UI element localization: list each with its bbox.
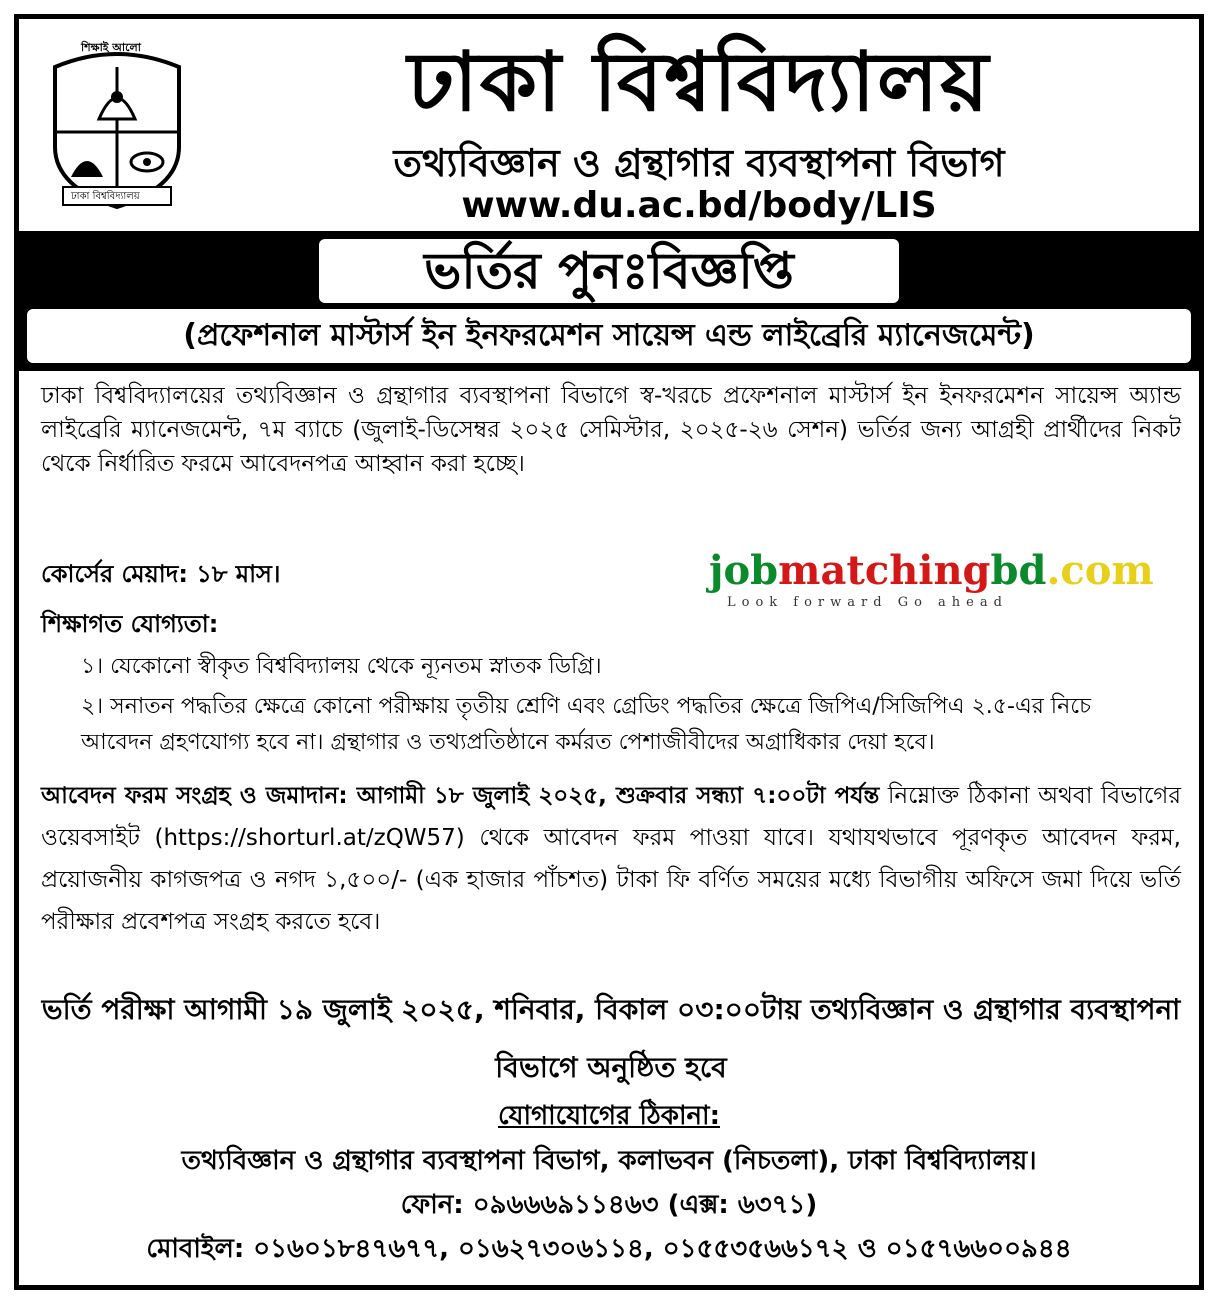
program-name: (প্রফেশনাল মাস্টার্স ইন ইনফরমেশন সায়েন্স এন্ড লাইব্রেরি ম্যানেজমেন্ট)	[183, 318, 1035, 353]
notice-banner	[19, 231, 1199, 371]
university-logo	[41, 37, 193, 213]
contact-heading: যোগাযোগের ঠিকানা:	[498, 1101, 720, 1131]
watermark-logo: jobmatchingbd.com	[709, 547, 1154, 594]
university-title: ঢাকা বিশ্ববিদ্যালয়	[407, 35, 991, 130]
education-item-2: ২। সনাতন পদ্ধতির ক্ষেত্রে কোনো পরীক্ষায় তৃতীয় শ্রেণি এবং গ্রেডিং পদ্ধতির ক্ষেত্রে জিপিএ/সিজিপিএ ২.৫-এর নিচে আবেদন গ্রহণযোগ্য হবে না। গ্রন্থাগার ও তথ্যপ্রতিষ্ঠানে কর্মরত পেশাজীবীদের অগ্রাধিকার দেয়া হবে।	[81, 694, 1091, 755]
logo-banner-text: ঢাকা বিশ্ববিদ্যালয়	[71, 191, 140, 202]
intro-paragraph: ঢাকা বিশ্ববিদ্যালয়ের তথ্যবিজ্ঞান ও গ্রন্থাগার ব্যবস্থাপনা বিভাগে স্ব-খরচে প্রফেশনাল মাস্টার্স ইন ইনফরমেশন সায়েন্স অ্যান্ড লাইব্রেরি ম্যানেজমেন্ট, ৭ম ব্যাচে (জুলাই-ডিসেম্বর ২০২৫ সেমিস্টার, ২০২৫-২৬ সেশন) ভর্তির জন্য আগ্রহী প্রার্থীদের নিকট থেকে নির্ধারিত ফরমে আবেদনপত্র আহ্বান করা হচ্ছে।	[41, 383, 1181, 477]
application-paragraph	[41, 775, 1181, 943]
contact-phone: ফোন: ০৯৬৬৬৯১১৪৬৩ (এক্স: ৬৩৭১)	[400, 1190, 818, 1220]
notice-frame	[14, 14, 1204, 1290]
header	[19, 19, 1199, 231]
education-heading: শিক্ষাগত যোগ্যতা:	[41, 610, 219, 638]
exam-notice: ভর্তি পরীক্ষা আগামী ১৯ জুলাই ২০২৫, শনিবার, বিকাল ০৩:০০টায় তথ্যবিজ্ঞান ও গ্রন্থাগার ব্যবস্থাপনা বিভাগে অনুষ্ঠিত হবে	[41, 993, 1181, 1084]
contact-mobile: মোবাইল: ০১৬০১৮৪৭৬৭৭, ০১৬২৭৩০৬১১৪, ০১৫৫৩৫৬৬১৭২ ও ০১৫৭৬৬০০৯৪৪	[146, 1234, 1072, 1264]
watermark-tagline: Look forward Go ahead	[727, 595, 1008, 610]
application-deadline: আবেদন ফরম সংগ্রহ ও জমাদান: আগামী ১৮ জুলাই ২০২৫, শুক্রবার সন্ধ্যা ৭:০০টা পর্যন্ত	[41, 783, 880, 809]
department-name: তথ্যবিজ্ঞান ও গ্রন্থাগার ব্যবস্থাপনা বিভাগ	[393, 141, 1005, 185]
contact-address: তথ্যবিজ্ঞান ও গ্রন্থাগার ব্যবস্থাপনা বিভাগ, কলাভবন (নিচতলা), ঢাকা বিশ্ববিদ্যালয়।	[181, 1146, 1037, 1176]
watermark	[709, 547, 1169, 617]
logo-motto: শিক্ষাই আলো	[81, 41, 141, 54]
notice-title: ভর্তির পুনঃবিজ্ঞপ্তি	[424, 242, 794, 300]
education-item-1: ১। যেকোনো স্বীকৃত বিশ্ববিদ্যালয় থেকে ন্যূনতম স্নাতক ডিগ্রি।	[81, 654, 602, 679]
application-details: নিম্নোক্ত ঠিকানা অথবা বিভাগের ওয়েবসাইট (https://shorturl.at/zQW57) থেকে আবেদন ফরম পাওয়া যাবে। যথাযথভাবে পূরণকৃত আবেদন ফরম, প্রয়োজনীয় কাগজপত্র ও নগদ ১,৫০০/- (এক হাজার পাঁচশত) টাকা ফি বর্ণিত সময়ের মধ্যে বিভাগীয় অফিসে জমা দিয়ে ভর্তি পরীক্ষার প্রবেশপত্র সংগ্রহ করতে হবে।	[41, 783, 1181, 935]
department-website[interactable]: www.du.ac.bd/body/LIS	[461, 185, 937, 226]
course-duration: কোর্সের মেয়াদ: ১৮ মাস।	[41, 560, 281, 588]
